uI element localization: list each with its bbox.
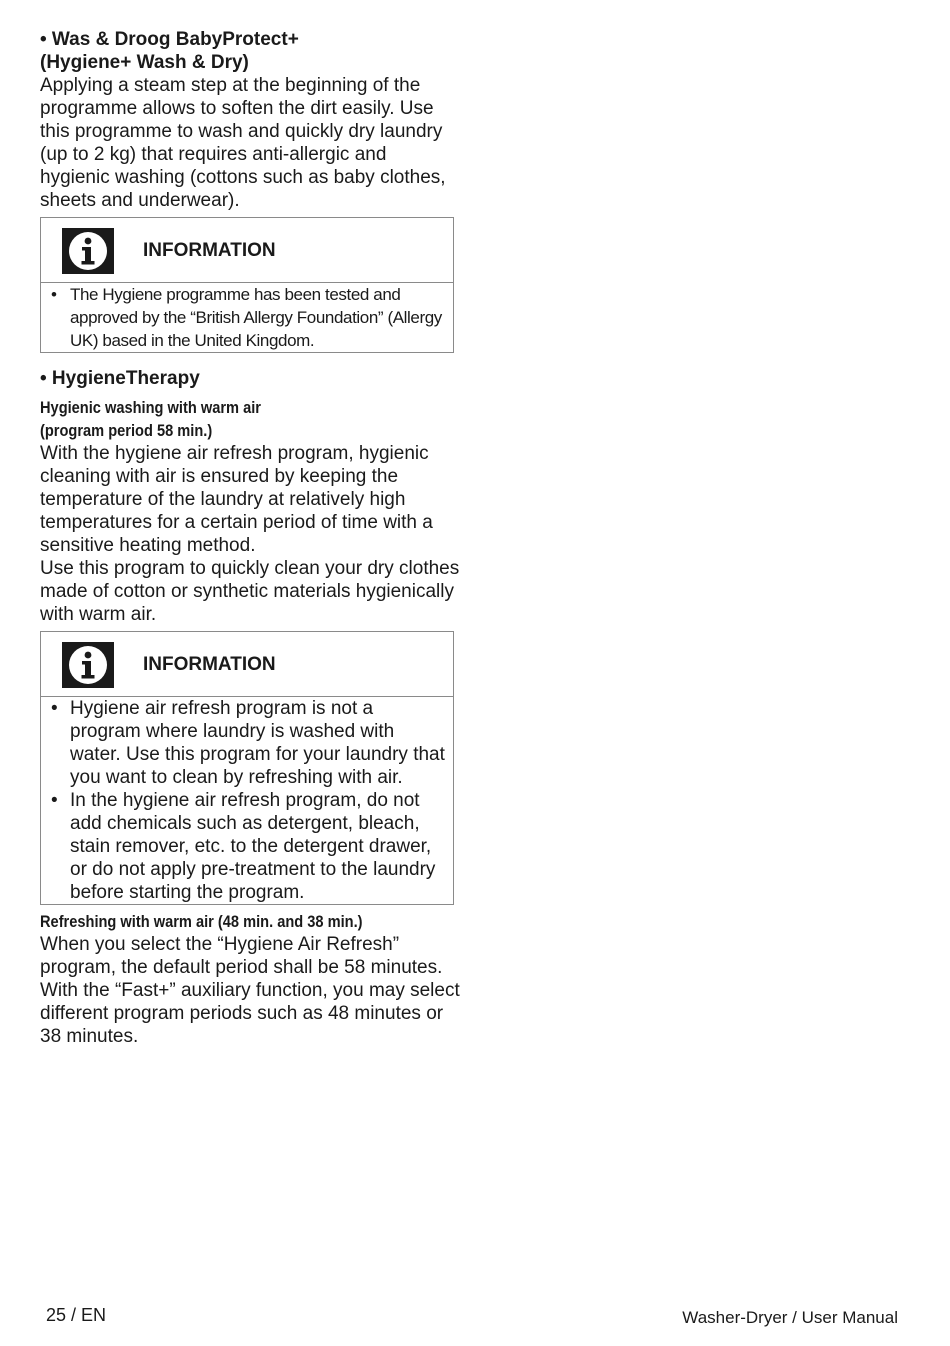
section-title-subline: (Hygiene+ Wash & Dry): [40, 52, 249, 73]
subsection-title: Hygienic washing with warm air: [40, 398, 261, 417]
information-header: [41, 218, 453, 283]
manual-title: Washer-Dryer / User Manual: [682, 1308, 898, 1327]
information-header: [41, 632, 453, 697]
content-column: [40, 28, 460, 1048]
information-item: • The Hygiene programme has been tested and approved by the “British Allergy Foundation” (Allergy UK) based in the United Kingdom.: [41, 283, 453, 352]
information-item: • In the hygiene air refresh program, do not add chemicals such as detergent, bleach, stain remover, etc. to the detergent drawer, or do not apply pre-treatment to the laundry before starting the program.: [41, 789, 453, 904]
information-title: INFORMATION: [143, 240, 276, 261]
subsection-title: Refreshing with warm air (48 min. and 38 min.): [40, 912, 363, 931]
information-list: [41, 283, 453, 352]
section-title: • HygieneTherapy: [40, 368, 200, 389]
page-number: 25 / EN: [46, 1305, 107, 1325]
section-title: • Was & Droog BabyProtect+: [40, 29, 299, 50]
information-item: • Hygiene air refresh program is not a program where laundry is washed with water. Use this program for your laundry that you want to clean by refreshing with air.: [41, 697, 453, 789]
info-icon: [62, 228, 114, 274]
section-body: Applying a steam step at the beginning of the programme allows to soften the dirt easily. Use this programme to wash and quickly dry laundry (up to 2 kg) that requires anti-allergic and hygienic washing (cottons such as baby clothes, sheets and underwear).: [40, 75, 446, 211]
info-icon: [62, 642, 114, 688]
section-body: With the hygiene air refresh program, hygienic cleaning with air is ensured by keeping the temperature of the laundry at relatively high temperatures for a certain period of time with a sensitive heating method.: [40, 443, 433, 556]
information-box: [40, 631, 454, 905]
information-title: INFORMATION: [143, 654, 276, 675]
section-body: When you select the “Hygiene Air Refresh” program, the default period shall be 58 minutes. With the “Fast+” auxiliary function, you may select different program periods such as 48 minutes or 38 minutes.: [40, 934, 460, 1047]
subsection-title-subline: (program period 58 min.): [40, 421, 213, 440]
information-box: [40, 217, 454, 353]
section-body: Use this program to quickly clean your dry clothes made of cotton or synthetic materials hygienically with warm air.: [40, 558, 460, 625]
information-list: [41, 697, 453, 904]
